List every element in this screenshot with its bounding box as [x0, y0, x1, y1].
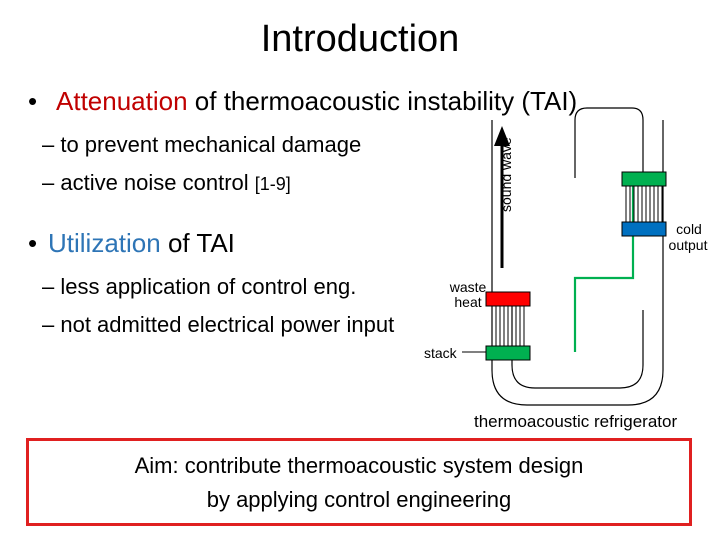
tube-outer-wall — [492, 120, 663, 405]
attenuation-highlight: Attenuation — [56, 86, 188, 116]
waste-heat-label-line1: waste — [449, 279, 487, 295]
attenuation-rest: of thermoacoustic instability (TAI) — [187, 86, 578, 116]
cold-output-label-line1: cold — [676, 221, 702, 237]
waste-heat-exchanger — [486, 292, 530, 306]
active-noise-text: – active noise control — [42, 170, 255, 195]
top-ambient-exchanger — [622, 172, 666, 186]
aim-box — [26, 438, 692, 526]
top-regenerator-hatch — [626, 186, 662, 222]
green-connection-line — [575, 182, 633, 352]
bullet-marker: • — [28, 86, 38, 116]
reference-citation: [1-9] — [254, 174, 291, 194]
bullet-marker: • — [28, 228, 38, 258]
sub-bullet-mechanical-damage: – to prevent mechanical damage — [42, 132, 362, 157]
tube-top-segment — [575, 108, 643, 178]
slide-title: Introduction — [260, 18, 460, 60]
diagram-caption: thermoacoustic refrigerator — [474, 412, 678, 431]
aim-line-2: by applying control engineering — [206, 487, 512, 512]
sub-bullet-less-control: – less application of control eng. — [42, 274, 357, 299]
utilization-rest: of TAI — [160, 228, 235, 258]
cold-output-label-line2: output — [668, 237, 708, 253]
cold-output-exchanger — [622, 222, 666, 236]
tube-inner-wall — [512, 300, 643, 388]
sound-wave-label: sound wave — [498, 137, 514, 212]
stack-label: stack — [424, 345, 457, 361]
sub-bullet-no-electrical-power: – not admitted electrical power input — [42, 312, 395, 337]
aim-line-1: Aim: contribute thermoacoustic system design — [134, 453, 584, 478]
stack-ambient-exchanger — [486, 346, 530, 360]
utilization-highlight: Utilization — [48, 228, 161, 258]
stack-hatch — [496, 306, 524, 346]
waste-heat-label-line2: heat — [454, 294, 482, 310]
